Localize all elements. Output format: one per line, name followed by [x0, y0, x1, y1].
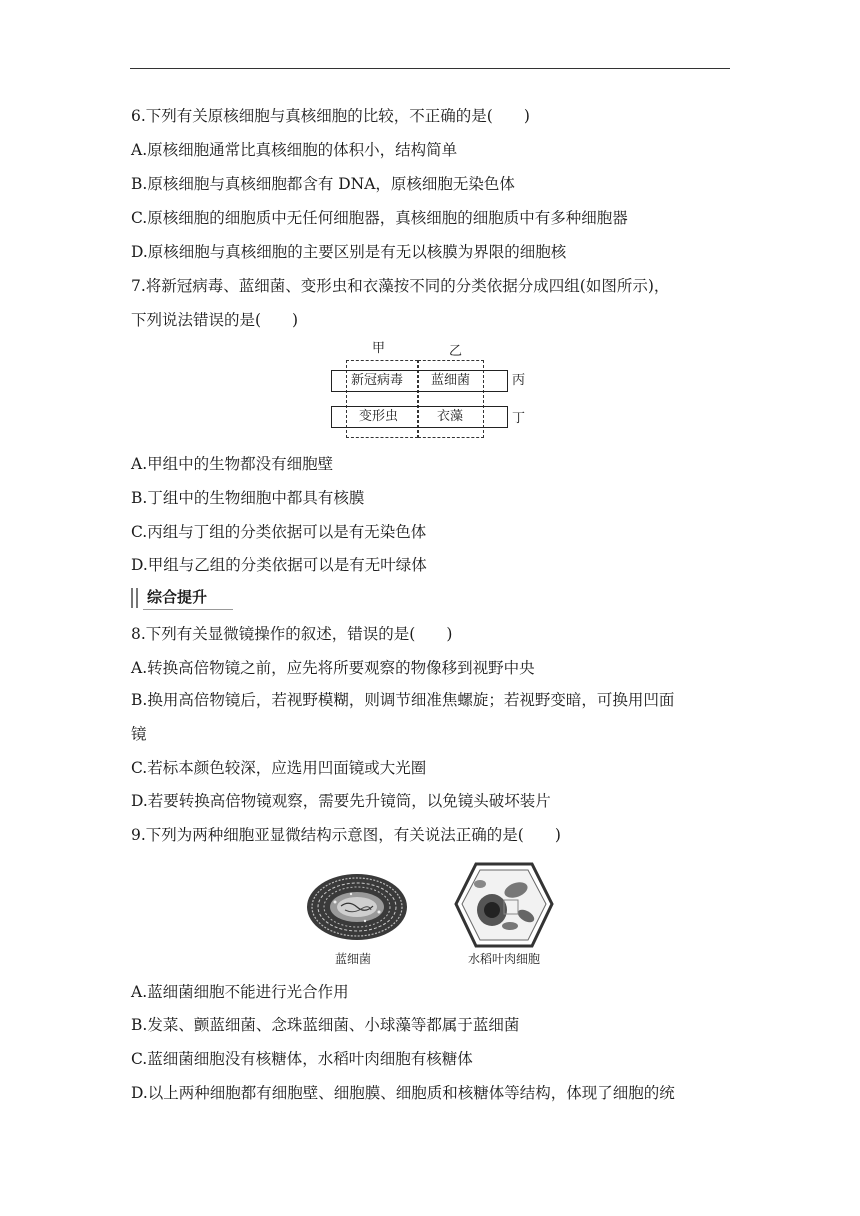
caption-rice-mesophyll-cell: 水稻叶肉细胞: [468, 952, 541, 966]
label-ding: 丁: [512, 411, 526, 426]
q6-option-c: C.原核细胞的细胞质中无任何细胞器，真核细胞的细胞质中有多种细胞器: [131, 209, 628, 227]
q9-option-c: C.蓝细菌细胞没有核糖体，水稻叶肉细胞有核糖体: [131, 1050, 473, 1068]
q9-option-d: D.以上两种细胞都有细胞壁、细胞膜、细胞质和核糖体等结构，体现了细胞的统: [131, 1084, 675, 1102]
label-jia: 甲: [372, 341, 386, 356]
q6-stem: 6.下列有关原核细胞与真核细胞的比较，不正确的是( ): [131, 107, 530, 125]
caption-cyanobacteria: 蓝细菌: [335, 952, 372, 966]
q6-option-a: A.原核细胞通常比真核细胞的体积小，结构简单: [131, 141, 458, 159]
q6-option-b: B.原核细胞与真核细胞都含有 DNA，原核细胞无染色体: [131, 175, 515, 193]
cell-amoeba: 变形虫: [359, 409, 399, 424]
cell-chlamydomonas: 衣藻: [437, 409, 464, 424]
q7-option-a: A.甲组中的生物都没有细胞壁: [131, 455, 334, 473]
cyanobacteria-cell-figure: [305, 872, 409, 942]
section-title: 综合提升: [147, 588, 208, 606]
label-bing: 丙: [512, 373, 526, 388]
q7-option-c: C.丙组与丁组的分类依据可以是有无染色体: [131, 523, 427, 541]
header-rule: [130, 68, 730, 69]
q8-option-d: D.若要转换高倍物镜观察，需要先升镜筒，以免镜头破坏装片: [131, 792, 551, 810]
rice-mesophyll-cell-figure: [452, 860, 556, 950]
q9-option-b: B.发菜、颤蓝细菌、念珠蓝细菌、小球藻等都属于蓝细菌: [131, 1016, 520, 1034]
q7-option-d: D.甲组与乙组的分类依据可以是有无叶绿体: [131, 556, 427, 574]
q8-option-b-line2: 镜: [131, 725, 147, 743]
q7-stem-line1: 7.将新冠病毒、蓝细菌、变形虫和衣藻按不同的分类依据分成四组(如图所示)，: [131, 277, 670, 295]
q6-option-d: D.原核细胞与真核细胞的主要区别是有无以核膜为界限的细胞核: [131, 243, 567, 261]
q9-option-a: A.蓝细菌细胞不能进行光合作用: [131, 983, 349, 1001]
cell-cyanobacteria: 蓝细菌: [431, 373, 471, 388]
section-heading: [131, 586, 233, 610]
q9-stem: 9.下列为两种细胞亚显微结构示意图，有关说法正确的是( ): [131, 826, 561, 844]
classification-diagram: [328, 340, 538, 440]
q8-stem: 8.下列有关显微镜操作的叙述，错误的是( ): [131, 625, 453, 643]
q8-option-a: A.转换高倍物镜之前，应先将所要观察的物像移到视野中央: [131, 659, 535, 677]
q8-option-c: C.若标本颜色较深，应选用凹面镜或大光圈: [131, 759, 427, 777]
label-yi: 乙: [449, 344, 463, 359]
q7-stem-line2: 下列说法错误的是( ): [131, 311, 299, 329]
q8-option-b-line1: B.换用高倍物镜后，若视野模糊，则调节细准焦螺旋；若视野变暗，可换用凹面: [131, 691, 675, 709]
cell-virus: 新冠病毒: [351, 373, 404, 388]
q7-option-b: B.丁组中的生物细胞中都具有核膜: [131, 489, 365, 507]
group-ding-row-box: [331, 406, 508, 428]
